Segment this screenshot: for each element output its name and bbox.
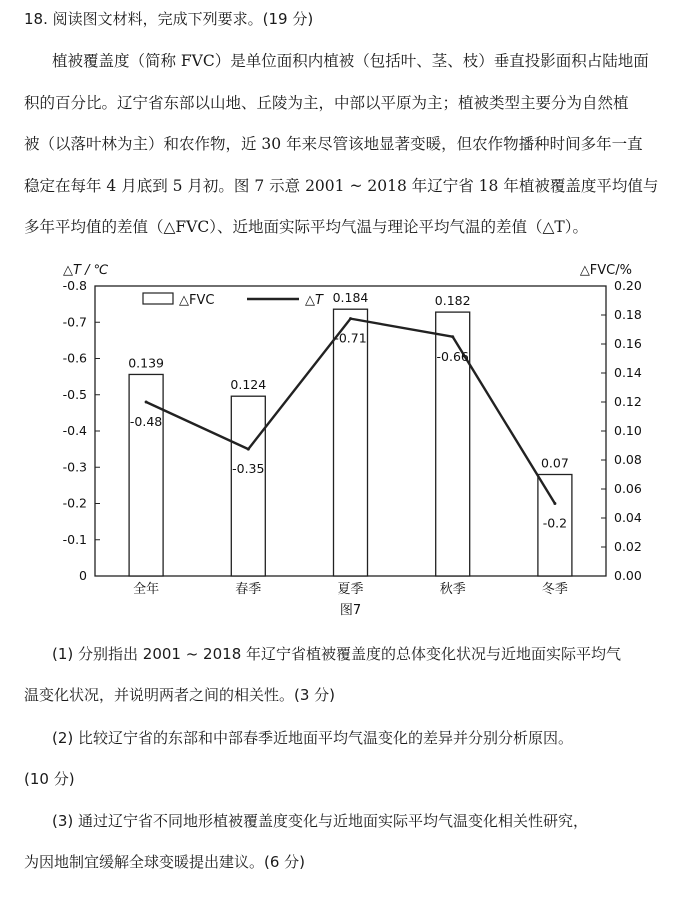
right-axis-tick-label: 0.12 bbox=[614, 394, 642, 409]
sub-question-1-line: (1) 分别指出 2001 ~ 2018 年辽宁省植被覆盖度的总体变化状况与近地面实际平均气 bbox=[52, 645, 622, 663]
delta-t-label: -0.35 bbox=[232, 461, 265, 477]
delta-t-point bbox=[349, 317, 352, 320]
material-line: 稳定在每年 4 月底到 5 月初。图 7 示意 2001 ~ 2018 年辽宁省 18 年植被覆盖度平均值与 bbox=[24, 177, 659, 195]
delta-t-label: -0.2 bbox=[542, 515, 568, 531]
legend-t-label: △T bbox=[305, 293, 323, 308]
category-label: 全年 bbox=[133, 582, 160, 597]
left-axis-tick-label: -0.7 bbox=[62, 314, 87, 330]
category-label: 冬季 bbox=[541, 582, 568, 597]
sub-question-2-line: (10 分) bbox=[24, 770, 75, 788]
delta-t-point bbox=[553, 502, 556, 505]
legend-fvc-swatch bbox=[143, 293, 173, 304]
material-line: 多年平均值的差值（△FVC）、近地面实际平均气温与理论平均气温的差值（△T）。 bbox=[24, 218, 588, 236]
left-axis-tick-label: -0.1 bbox=[62, 531, 87, 547]
sub-question-3-line: (3) 通过辽宁省不同地形植被覆盖度变化与近地面实际平均气温变化相关性研究， bbox=[52, 812, 589, 830]
left-axis-tick-label: -0.2 bbox=[62, 495, 87, 511]
right-axis-tick-label: 0.10 bbox=[614, 423, 642, 438]
left-axis-tick-label: -0.3 bbox=[62, 459, 87, 475]
fvc-bar-label: 0.07 bbox=[540, 455, 569, 471]
right-axis-tick-label: 0.20 bbox=[614, 278, 642, 293]
delta-t-point bbox=[145, 401, 148, 404]
question-title: 18. 阅读图文材料，完成下列要求。(19 分) bbox=[24, 10, 314, 28]
material-line: 植被覆盖度（简称 FVC）是单位面积内植被（包括叶、茎、枝）垂直投影面积占陆地面 bbox=[52, 52, 649, 70]
fvc-bar bbox=[334, 309, 368, 576]
right-axis-title: △FVC/% bbox=[579, 263, 632, 278]
right-axis-tick-label: 0.14 bbox=[614, 365, 642, 380]
right-axis-tick-label: 0.18 bbox=[614, 307, 642, 322]
left-axis-title: △T / ℃ bbox=[63, 263, 109, 278]
category-label: 夏季 bbox=[337, 582, 364, 597]
sub-question-1-line: 温变化状况，并说明两者之间的相关性。(3 分) bbox=[24, 686, 336, 704]
fvc-bar-label: 0.124 bbox=[230, 377, 267, 393]
left-axis-tick-label: -0.5 bbox=[62, 386, 87, 402]
delta-t-point bbox=[451, 335, 454, 338]
fvc-bar bbox=[231, 396, 265, 576]
material-line: 积的百分比。辽宁省东部以山地、丘陵为主，中部以平原为主；植被类型主要分为自然植 bbox=[24, 94, 629, 112]
left-axis-tick-label: -0.4 bbox=[62, 423, 87, 438]
figure-7-chart bbox=[10, 252, 680, 622]
right-axis-tick-label: 0.16 bbox=[614, 336, 642, 351]
right-axis-tick-label: 0.02 bbox=[614, 539, 642, 554]
delta-t-label: -0.71 bbox=[334, 330, 367, 346]
right-axis-tick-label: 0.06 bbox=[614, 481, 642, 496]
fvc-bar-label: 0.182 bbox=[434, 293, 471, 309]
delta-t-label: -0.66 bbox=[436, 348, 469, 364]
delta-t-point bbox=[247, 448, 250, 451]
figure-caption: 图7 bbox=[339, 603, 362, 618]
fvc-bar-label: 0.184 bbox=[332, 290, 369, 306]
right-axis-tick-label: 0.08 bbox=[614, 452, 642, 467]
fvc-bar bbox=[129, 374, 163, 576]
legend-fvc-label: △FVC bbox=[179, 293, 215, 308]
fvc-bar-label: 0.139 bbox=[128, 355, 164, 371]
left-axis-tick-label: 0 bbox=[79, 568, 87, 583]
left-axis-tick-label: -0.6 bbox=[62, 350, 87, 366]
sub-question-3-line: 为因地制宜缓解全球变暖提出建议。(6 分) bbox=[24, 853, 306, 871]
right-axis-tick-label: 0.00 bbox=[614, 568, 642, 583]
category-label: 秋季 bbox=[439, 582, 466, 597]
delta-t-label: -0.48 bbox=[129, 414, 163, 429]
right-axis-tick-label: 0.04 bbox=[614, 510, 642, 525]
material-line: 被（以落叶林为主）和农作物，近 30 年来尽管该地显著变暖，但农作物播种时间多年一直 bbox=[24, 135, 643, 153]
left-axis-tick-label: -0.8 bbox=[62, 278, 87, 293]
sub-question-2-line: (2) 比较辽宁省的东部和中部春季近地面平均气温变化的差异并分别分析原因。 bbox=[52, 729, 574, 747]
category-label: 春季 bbox=[235, 582, 262, 597]
